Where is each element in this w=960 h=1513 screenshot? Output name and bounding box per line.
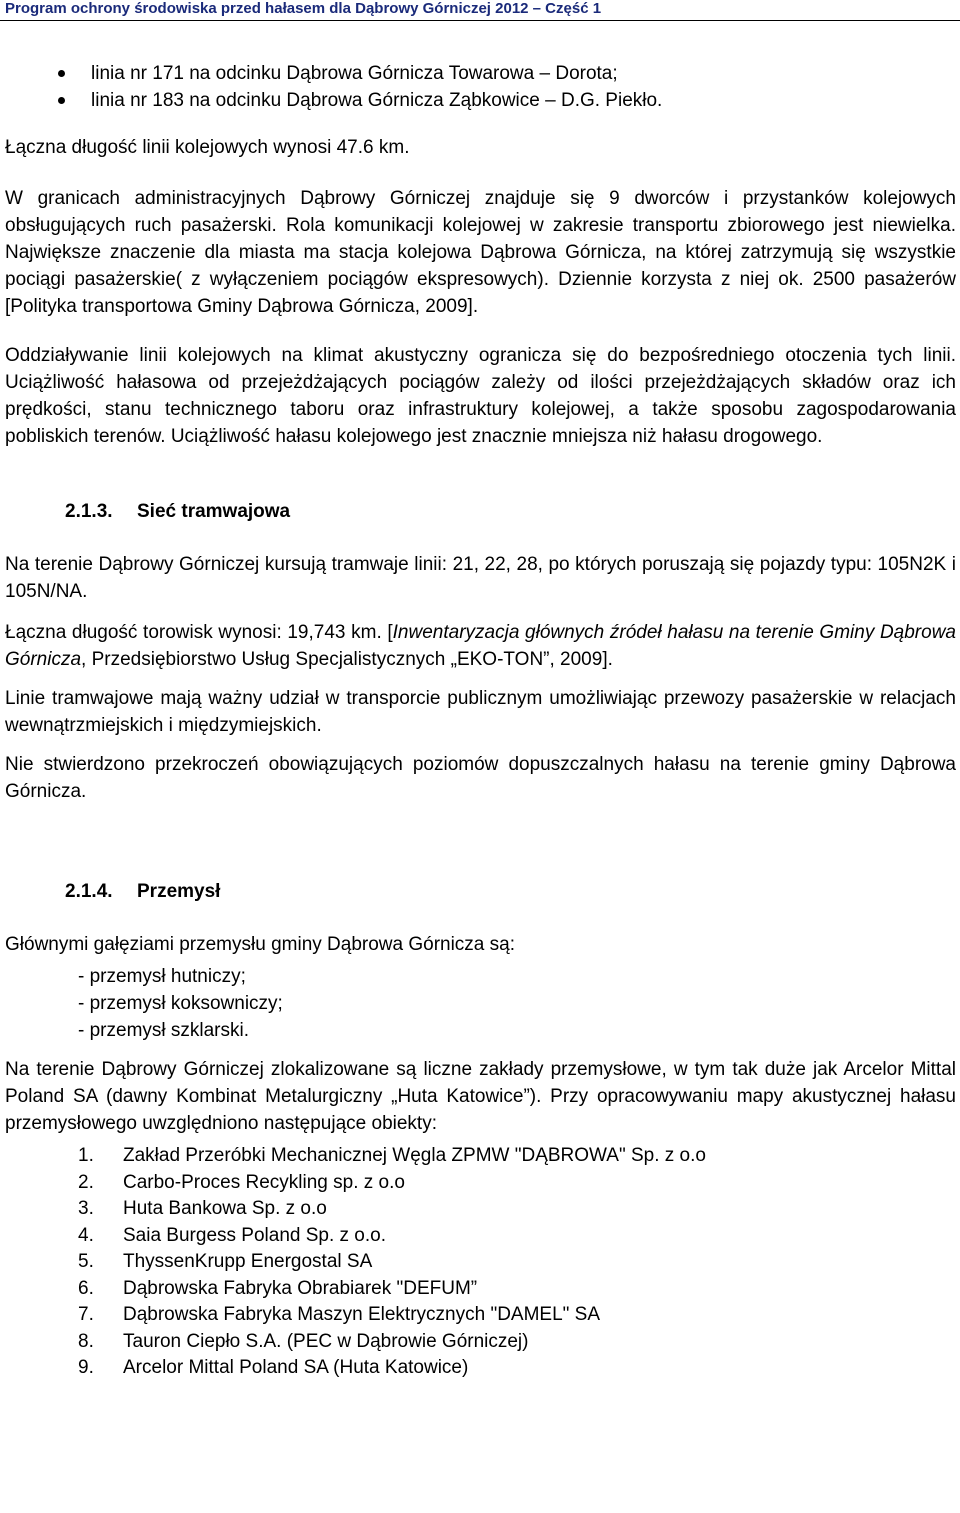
section-number: 2.1.3. xyxy=(65,501,113,522)
source-citation: Inwentaryzacja głównych źródeł hałasu na terenie Gminy Dąbrowa Górnicza xyxy=(5,622,956,670)
list-item: 4. Saia Burgess Poland Sp. z o.o. xyxy=(78,1224,386,1246)
list-item: 5. ThyssenKrupp Energostal SA xyxy=(78,1251,373,1272)
section-title: Sieć tramwajowa xyxy=(137,501,291,522)
section-heading-industry xyxy=(5,878,956,905)
section-heading-tram xyxy=(5,498,956,525)
list-item: 9. Arcelor Mittal Poland SA (Huta Katowice) xyxy=(78,1357,469,1378)
plants-intro-paragraph: Na terenie Dąbrowy Górniczej zlokalizowane są liczne zakłady przemysłowe, w tym tak duże jak Arcelor Mittal Poland SA (dawny Kombinat Metalurgiczny „Huta Katowice”). Przy opracowywaniu mapy akustycznej hałasu przemysłowego uwzględniono następujące obiekty: xyxy=(5,1059,956,1134)
list-item: 7. Dąbrowska Fabryka Maszyn Elektrycznych "DAMEL" SA xyxy=(78,1304,601,1325)
list-item: 6. Dąbrowska Fabryka Obrabiarek "DEFUM” xyxy=(78,1277,478,1299)
industry-branches-list xyxy=(5,963,956,1044)
list-item: linia nr 183 na odcinku Dąbrowa Górnicza Ząbkowice – D.G. Piekło. xyxy=(5,87,956,114)
section-title: Przemysł xyxy=(137,881,221,902)
document-title: Program ochrony środowiska przed hałasem dla Dąbrowy Górniczej 2012 – Część 1 xyxy=(5,0,602,17)
list-item: - przemysł hutniczy; xyxy=(78,966,246,987)
list-item: 8. Tauron Ciepło S.A. (PEC w Dąbrowie Górniczej) xyxy=(78,1330,529,1352)
industry-intro-paragraph: Głównymi gałęziami przemysłu gminy Dąbrowa Górnicza są: xyxy=(5,934,516,955)
rail-stations-paragraph: W granicach administracyjnych Dąbrowy Górniczej znajduje się 9 dworców i przystanków kolejowych obsługujących ruch pasażerski. Rola komunikacji kolejowej w zakresie transportu zbiorowego jest niewielka. Największe znaczenie dla miasta ma stacja kolejowa Dąbrowa Górnicza, na której zatrzymują się wszystkie pociągi pasażerskie( z wyłączeniem pociągów ekspresowych). Dziennie korzysta z niej ok. 2500 pasażerów [Polityka transportowa Gminy Dąbrowa Górnicza, 2009]. xyxy=(5,188,956,317)
rail-lines-list xyxy=(5,60,956,114)
list-item: 3. Huta Bankowa Sp. z o.o xyxy=(78,1198,327,1219)
tram-exceedance-paragraph: Nie stwierdzono przekroczeń obowiązujących poziomów dopuszczalnych hałasu na terenie gminy Dąbrowa Górnicza. xyxy=(5,754,956,802)
page-header xyxy=(0,0,960,19)
tram-role-paragraph: Linie tramwajowe mają ważny udział w transporcie publicznym umożliwiając przewozy pasażerskie w relacjach wewnątrzmiejskich i międzymiejskich. xyxy=(5,688,956,736)
rail-length-paragraph: Łączna długość linii kolejowych wynosi 47.6 km. xyxy=(5,137,410,158)
rail-impact-paragraph: Oddziaływanie linii kolejowych na klimat akustyczny ogranicza się do bezpośredniego otoczenia tych linii. Uciążliwość hałasowa od przejeżdżających pociągów zależy od ilości przejeżdżających składów oraz ich prędkości, stanu technicznego taboru oraz infrastruktury kolejowej, a także sposobu zagospodarowania pobliskich terenów. Uciążliwość hałasu kolejowego jest znacznie mniejsza niż hałasu drogowego. xyxy=(5,345,956,447)
list-item: 1. Zakład Przeróbki Mechanicznej Węgla ZPMW "DĄBROWA" Sp. z o.o xyxy=(78,1145,706,1166)
list-item: linia nr 171 na odcinku Dąbrowa Górnicza Towarowa – Dorota; xyxy=(5,60,956,87)
document-body xyxy=(5,60,956,1382)
tram-length-paragraph: Łączna długość torowisk wynosi: 19,743 km. [Inwentaryzacja głównych źródeł hałasu na terenie Gminy Dąbrowa Górnicza, Przedsiębiorstwo Usług Specjalistycznych „EKO-TON”, 2009]. xyxy=(5,622,956,670)
section-number: 2.1.4. xyxy=(65,881,113,902)
tram-lines-paragraph: Na terenie Dąbrowy Górniczej kursują tramwaje linii: 21, 22, 28, po których poruszają się pojazdy typu: 105N2K i 105N/NA. xyxy=(5,554,956,602)
bullet-icon xyxy=(58,70,65,77)
header-divider xyxy=(0,20,960,21)
list-item: - przemysł koksowniczy; xyxy=(78,993,283,1014)
bullet-icon xyxy=(58,97,65,104)
list-item: - przemysł szklarski. xyxy=(78,1020,250,1041)
plants-list xyxy=(5,1143,956,1382)
list-item: 2. Carbo-Proces Recykling sp. z o.o xyxy=(78,1171,405,1193)
